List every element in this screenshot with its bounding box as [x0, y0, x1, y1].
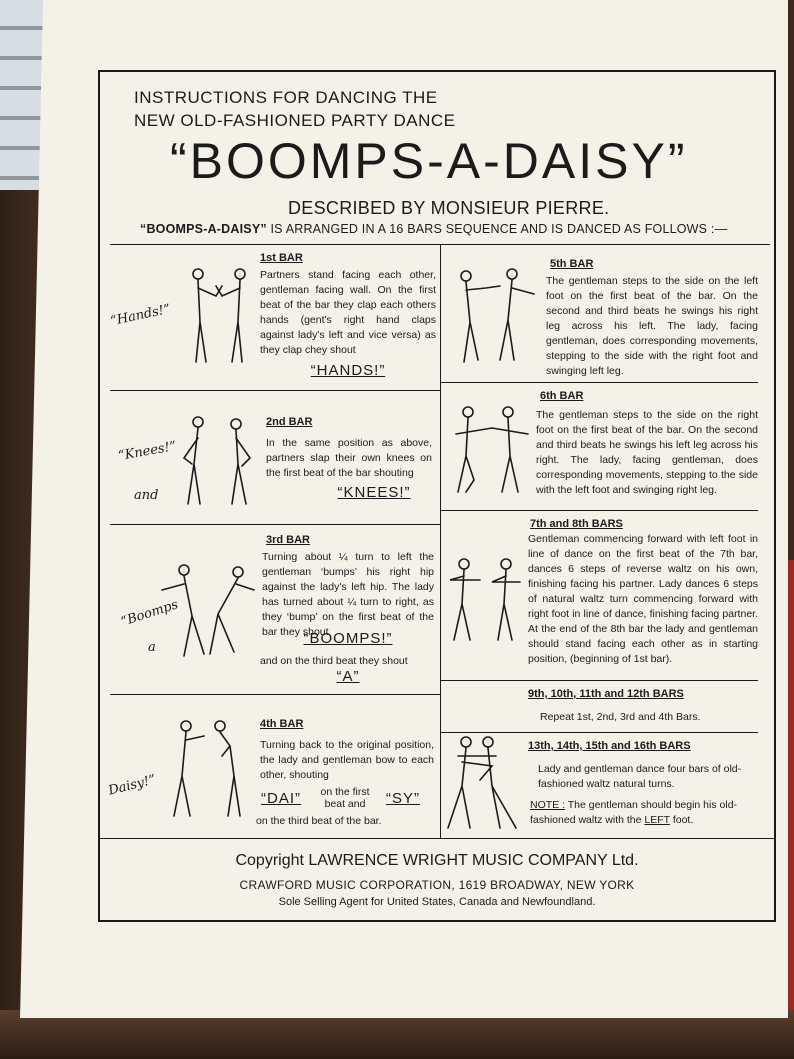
dance-title: “BOOMPS-A-DAISY”	[170, 133, 688, 189]
bar4-heading: 4th BAR	[260, 718, 304, 730]
bar13-heading: 13th, 14th, 15th and 16th BARS	[528, 740, 691, 752]
agent-line: Sole Selling Agent for United States, Canada and Newfoundland.	[278, 896, 596, 908]
intro-rest: IS ARRANGED IN A 16 BARS SEQUENCE AND IS DANCED AS FOLLOWS :—	[266, 222, 728, 236]
rule-left-2	[110, 524, 440, 525]
bar3-heading: 3rd BAR	[266, 534, 311, 546]
bar7-text: Gentleman commencing forward with left foot in line of dance on the first beat of the 7th bar, dances 6 steps of reverse waltz on his own, finishing facing his partner. Lady dances 6 steps of natural waltz turn commencing forward with right foot in line of dance, finishing facing partner. At the end of the 8th bar the lady and gentleman should stand facing each other as in starting position, (beginning of 1st bar).	[528, 533, 758, 665]
bar6-heading: 6th BAR	[540, 390, 584, 402]
bar3-hand-a: a	[148, 640, 156, 655]
rule-left-1	[110, 390, 440, 391]
bar4-shout-dai: “DAI”	[261, 790, 301, 807]
bar6-text: The gentleman steps to the side on the right foot on the first beat of the bar. On the second and third beats he swings his left leg across his right. The lady, facing gentleman, does corresponding movements, stepping to the side with the left foot and swinging right leg.	[536, 409, 758, 496]
bar1-hand-label: “Hands!”	[109, 301, 172, 330]
bar3-text2: and on the third beat they shout	[260, 655, 408, 667]
note-text: The gentleman should begin his old-fashioned waltz with the	[530, 799, 738, 826]
intro-bold: “BOOMPS-A-DAISY”	[140, 222, 267, 236]
bar4-tail: on the third beat of the bar.	[256, 815, 382, 827]
bar7-figures	[444, 556, 528, 646]
bar2-hand-label: “Knees!”	[117, 439, 178, 464]
bar9-heading: 9th, 10th, 11th and 12th BARS	[528, 688, 684, 700]
header-lines	[134, 86, 456, 132]
note-label: NOTE :	[530, 799, 566, 811]
copyright-line: Copyright LAWRENCE WRIGHT MUSIC COMPANY Ltd.	[235, 852, 639, 869]
bar5-text: The gentleman steps to the side on the left foot on the first beat of the bar. On the second and third beats he swings his right leg across his left. The lady, facing gentleman, does corresponding movements, stepping to the side with the right foot and swinging left leg.	[546, 275, 758, 377]
rule-right-1	[440, 382, 758, 383]
bar7-heading: 7th and 8th BARS	[530, 518, 623, 530]
note-left: LEFT	[644, 814, 670, 826]
bar2-figures	[174, 414, 264, 514]
rule-right-3	[440, 680, 758, 681]
bar13-note	[530, 798, 760, 828]
bar13-text: Lady and gentleman dance four bars of old-fashioned waltz natural turns.	[538, 763, 742, 790]
bar13-figures	[440, 732, 528, 836]
bar3-hand-label: “Boomps	[119, 597, 181, 630]
instruction-frame	[98, 70, 776, 922]
bar9-text: Repeat 1st, 2nd, 3rd and 4th Bars.	[540, 711, 701, 723]
bar4-mid: on the first beat and	[320, 786, 370, 810]
bar4-figures	[160, 716, 260, 826]
bar1-shout: “HANDS!”	[310, 362, 386, 379]
crawford-line: CRAWFORD MUSIC CORPORATION, 1619 BROADWAY, NEW YORK	[239, 878, 635, 892]
bar3-shout: “BOOMPS!”	[303, 630, 393, 647]
bar2-text: In the same position as above, partners slap their own knees on the first beat of the bar shouting	[266, 437, 432, 479]
bar2-heading: 2nd BAR	[266, 416, 313, 428]
described-by: DESCRIBED BY MONSIEUR PIERRE.	[288, 198, 610, 218]
bar6-figures	[452, 402, 534, 502]
bar4-text: Turning back to the original position, the lady and gentleman bow to each other, shouting	[260, 739, 434, 781]
bar4-hand-label: Daisy!”	[106, 772, 158, 799]
bar4-shout-sy: “SY”	[386, 790, 420, 807]
header-line-1: INSTRUCTIONS FOR DANCING THE	[134, 88, 438, 107]
bar1-text: Partners stand facing each other, gentleman facing wall. On the first beat of the bar they clap each others hands (gent's right hand claps against lady's left and vice versa) as they clap chey shout	[260, 269, 436, 356]
rule-right-2	[440, 510, 758, 511]
bar2-shout: “KNEES!”	[337, 484, 411, 501]
bar3-shout2: “A”	[336, 668, 360, 685]
bar1-heading: 1st BAR	[260, 252, 303, 264]
bar2-hand-and: and	[134, 488, 159, 503]
header-line-2: NEW OLD-FASHIONED PARTY DANCE	[134, 111, 456, 130]
intro-line	[140, 222, 727, 236]
bar5-heading: 5th BAR	[550, 258, 594, 270]
bar5-figures	[450, 266, 545, 371]
note-end: foot.	[672, 814, 694, 826]
bar3-figures	[154, 560, 264, 670]
bar3-text: Turning about ¼ turn to left the gentleman ‘bumps’ his right hip against the lady's left hip. The lady has turned about ¼ turn to right, as they ‘bump’ on the first beat of the bar they shout	[262, 551, 434, 638]
bar1-figures	[182, 262, 257, 372]
rule-footer	[100, 838, 774, 839]
rule-left-3	[110, 694, 440, 695]
